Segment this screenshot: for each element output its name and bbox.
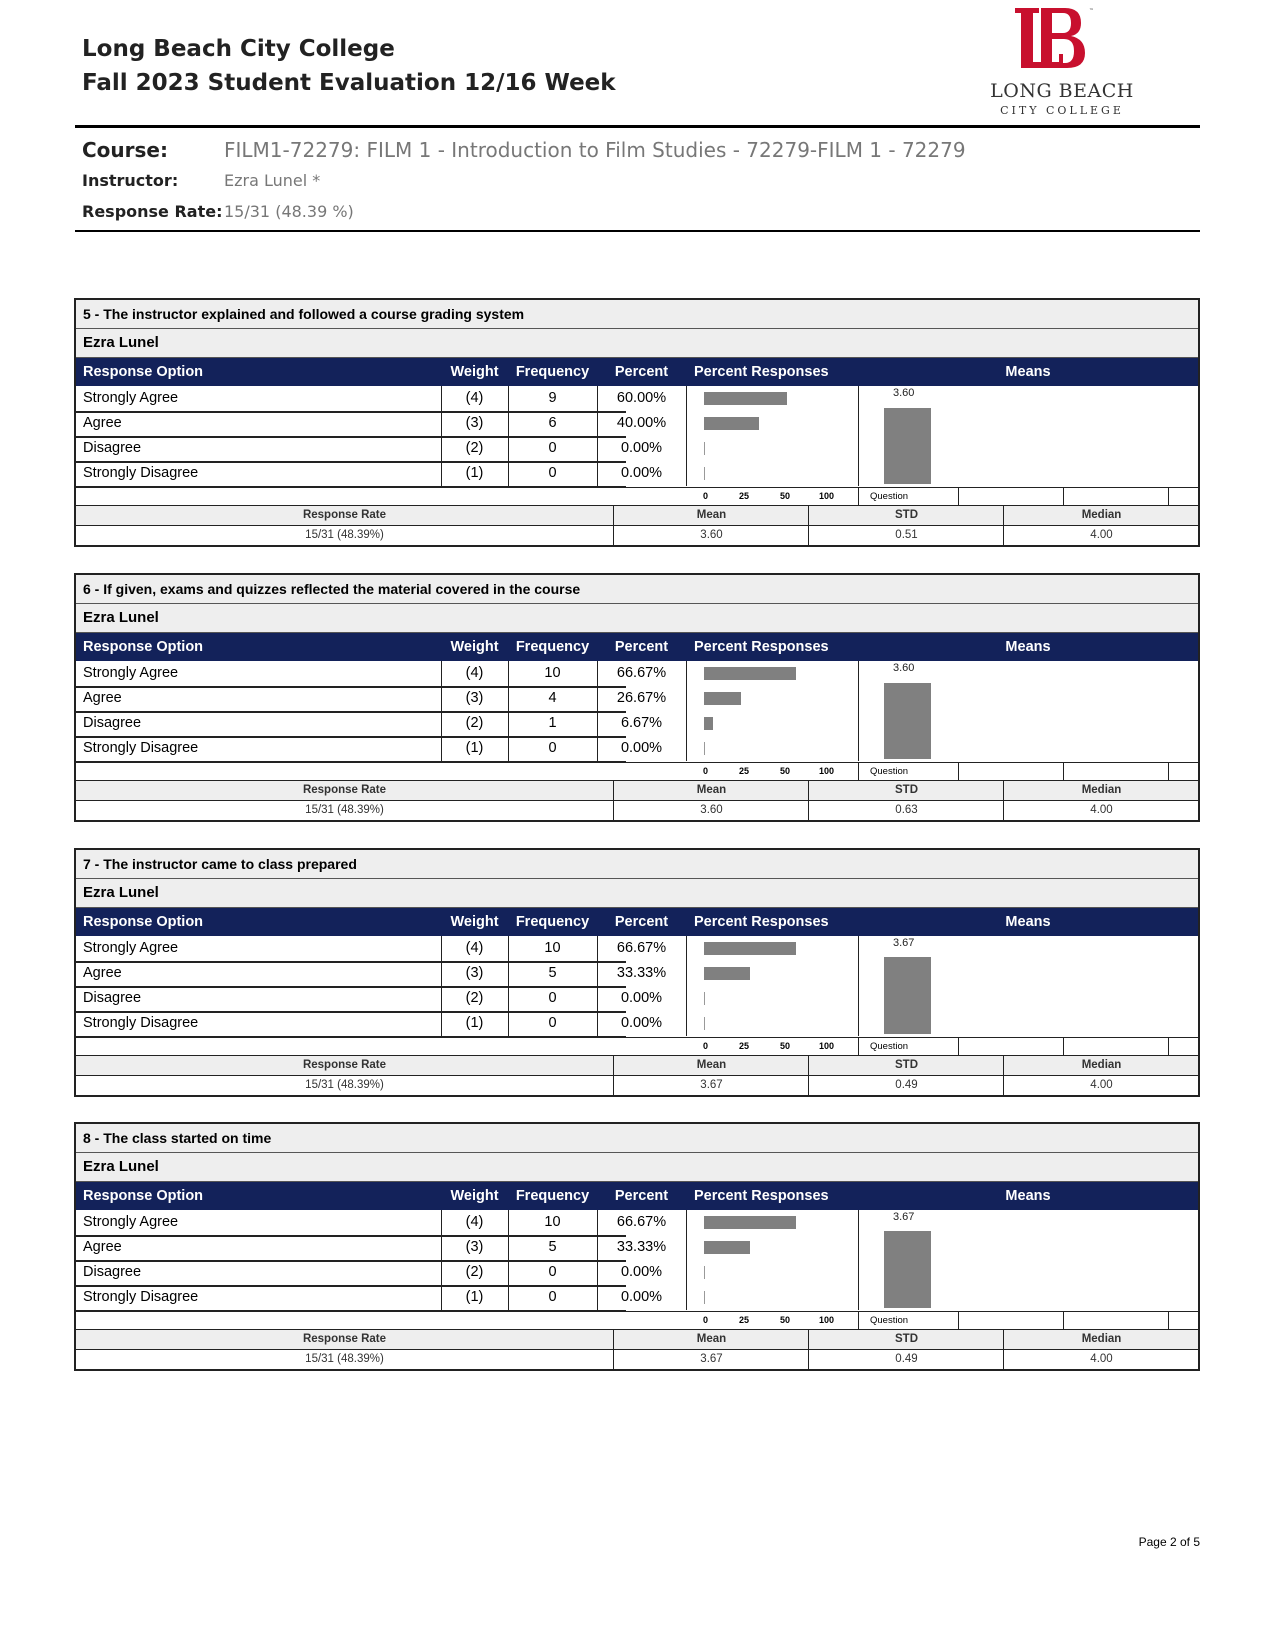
frequency-cell: 0 <box>548 1264 557 1280</box>
percent-cell: 0.00% <box>620 1264 663 1280</box>
frequency-cell: 0 <box>548 990 557 1006</box>
percent-bar <box>704 392 787 405</box>
weight-cell: (3) <box>465 690 484 706</box>
column-divider <box>1168 1312 1169 1329</box>
stat-label-mean: Mean <box>613 1056 809 1075</box>
stats-values <box>76 801 1198 820</box>
table-row <box>76 661 667 688</box>
column-divider <box>958 763 959 780</box>
stats-header <box>76 781 1198 801</box>
percent-bar <box>704 1266 705 1279</box>
stats-header <box>76 1056 1198 1076</box>
frequency-cell: 0 <box>548 1015 557 1031</box>
report-title <box>82 32 616 100</box>
weight-cell: (4) <box>465 665 484 681</box>
percent-bar <box>704 717 713 730</box>
axis-tick: 25 <box>739 766 750 776</box>
stat-label-mean: Mean <box>613 781 809 800</box>
header-response-option: Response Option <box>83 364 204 380</box>
weight-cell: (2) <box>465 440 484 456</box>
column-divider <box>858 1038 859 1055</box>
percent-bar <box>704 442 705 455</box>
table-row <box>76 461 663 488</box>
column-divider <box>1063 1312 1064 1329</box>
header-frequency: Frequency <box>515 639 590 655</box>
frequency-cell: 1 <box>548 715 557 731</box>
stat-response-rate: 15/31 (48.39%) <box>305 804 384 816</box>
question-instructor: Ezra Lunel <box>76 604 1198 633</box>
stats-header <box>76 506 1198 526</box>
weight-cell: (2) <box>465 990 484 1006</box>
weight-cell: (2) <box>465 715 484 731</box>
stat-label-response-rate: Response Rate <box>302 784 387 796</box>
weight-cell: (1) <box>465 465 484 481</box>
instructor-value: Ezra Lunel * <box>224 171 321 190</box>
percent-cell: 0.00% <box>620 740 663 756</box>
table-row <box>76 936 667 963</box>
stat-mean: 3.67 <box>613 1350 809 1369</box>
response-option: Agree <box>83 415 122 431</box>
response-option: Agree <box>83 690 122 706</box>
percent-bar <box>704 417 759 430</box>
stat-label-mean: Mean <box>613 506 809 525</box>
header-percent: Percent <box>614 1188 669 1204</box>
mean-bar-label: 3.67 <box>893 1211 915 1223</box>
weight-cell: (2) <box>465 1264 484 1280</box>
percent-bar <box>704 667 796 680</box>
stat-label-response-rate: Response Rate <box>302 1059 387 1071</box>
stat-median: 4.00 <box>1003 526 1199 545</box>
header-weight: Weight <box>450 364 499 380</box>
weight-cell: (4) <box>465 390 484 406</box>
table-row <box>76 1011 663 1038</box>
header-response-option: Response Option <box>83 639 204 655</box>
stats-values <box>76 1076 1198 1095</box>
axis-question-label: Question <box>870 491 909 502</box>
table-row <box>76 736 663 763</box>
course-label: Course: <box>82 138 168 162</box>
column-divider <box>686 936 687 1036</box>
axis-row <box>76 1311 1198 1330</box>
table-header <box>76 908 1198 936</box>
weight-cell: (1) <box>465 1289 484 1305</box>
percent-cell: 0.00% <box>620 1015 663 1031</box>
response-rate-label: Response Rate: <box>82 202 223 221</box>
percent-cell: 66.67% <box>616 665 667 681</box>
response-option: Disagree <box>83 440 142 456</box>
weight-cell: (1) <box>465 740 484 756</box>
question-block <box>74 573 1200 822</box>
axis-tick: 0 <box>703 766 709 776</box>
stat-response-rate: 15/31 (48.39%) <box>305 1079 384 1091</box>
mean-bar-label: 3.60 <box>893 387 915 399</box>
stat-label-median: Median <box>1003 1056 1199 1075</box>
question-title: 8 - The class started on time <box>76 1124 1198 1153</box>
column-divider <box>1168 763 1169 780</box>
percent-cell: 0.00% <box>620 990 663 1006</box>
logo-text-secondary: CITY COLLEGE <box>1000 104 1124 117</box>
table-row <box>76 986 663 1013</box>
stat-label-std: STD <box>808 506 1004 525</box>
response-rate-value: 15/31 (48.39 %) <box>224 202 354 221</box>
stat-median: 4.00 <box>1003 801 1199 820</box>
stat-label-std: STD <box>808 1330 1004 1349</box>
column-divider <box>1168 1038 1169 1055</box>
column-divider <box>958 1038 959 1055</box>
header-frequency: Frequency <box>515 914 590 930</box>
frequency-cell: 10 <box>544 940 561 956</box>
header-means: Means <box>1005 914 1051 930</box>
stat-std: 0.51 <box>808 526 1004 545</box>
weight-cell: (4) <box>465 940 484 956</box>
response-option: Disagree <box>83 715 142 731</box>
column-divider <box>858 386 859 486</box>
stat-std: 0.63 <box>808 801 1004 820</box>
response-rows <box>76 661 1198 762</box>
table-row <box>76 411 667 438</box>
header-weight: Weight <box>450 914 499 930</box>
page-number: Page 2 of 5 <box>1138 1535 1200 1549</box>
axis-question-label: Question <box>870 1315 909 1326</box>
stat-std: 0.49 <box>808 1076 1004 1095</box>
mean-bar <box>884 957 931 1034</box>
question-block <box>74 848 1200 1097</box>
response-option: Strongly Disagree <box>83 740 199 756</box>
header-percent-responses: Percent Responses <box>694 364 829 380</box>
stat-label-median: Median <box>1003 781 1199 800</box>
table-row <box>76 711 663 738</box>
column-divider <box>1063 1038 1064 1055</box>
mean-bar <box>884 408 931 484</box>
axis-tick: 25 <box>739 1315 750 1325</box>
table-row <box>76 1285 663 1312</box>
frequency-cell: 5 <box>548 965 557 981</box>
column-divider <box>686 661 687 761</box>
axis-tick: 0 <box>703 491 709 501</box>
axis-tick: 50 <box>780 491 791 501</box>
response-option: Strongly Agree <box>83 665 179 681</box>
table-row <box>76 961 667 988</box>
stat-label-median: Median <box>1003 506 1199 525</box>
column-divider <box>1063 763 1064 780</box>
header-means: Means <box>1005 1188 1051 1204</box>
table-row <box>76 686 667 713</box>
percent-bar <box>704 1241 750 1254</box>
table-row <box>76 386 667 413</box>
response-option: Strongly Disagree <box>83 1289 199 1305</box>
percent-cell: 6.67% <box>620 715 663 731</box>
header-frequency: Frequency <box>515 364 590 380</box>
question-title: 7 - The instructor came to class prepared <box>76 850 1198 879</box>
percent-cell: 33.33% <box>616 965 667 981</box>
mean-bar <box>884 683 931 759</box>
percent-bar <box>704 942 796 955</box>
response-option: Agree <box>83 965 122 981</box>
percent-bar <box>704 467 705 480</box>
column-divider <box>958 1312 959 1329</box>
header-percent-responses: Percent Responses <box>694 639 829 655</box>
table-row <box>76 436 663 463</box>
question-instructor: Ezra Lunel <box>76 1153 1198 1182</box>
response-rows <box>76 936 1198 1037</box>
question-block <box>74 298 1200 547</box>
weight-cell: (1) <box>465 1015 484 1031</box>
response-option: Strongly Agree <box>83 940 179 956</box>
stat-label-mean: Mean <box>613 1330 809 1349</box>
axis-tick: 100 <box>819 1041 835 1051</box>
percent-cell: 40.00% <box>616 415 667 431</box>
header-percent: Percent <box>614 364 669 380</box>
stat-mean: 3.60 <box>613 801 809 820</box>
column-divider <box>858 661 859 761</box>
response-option: Disagree <box>83 1264 142 1280</box>
percent-bar <box>704 1017 705 1030</box>
axis-tick: 25 <box>739 1041 750 1051</box>
mean-bar-label: 3.67 <box>893 937 915 949</box>
column-divider <box>1063 488 1064 505</box>
response-option: Strongly Disagree <box>83 1015 199 1031</box>
college-logo <box>985 2 1145 120</box>
axis-tick: 50 <box>780 766 791 776</box>
header-response-option: Response Option <box>83 1188 204 1204</box>
header-frequency: Frequency <box>515 1188 590 1204</box>
percent-bar <box>704 692 741 705</box>
table-row <box>76 1210 667 1237</box>
info-divider <box>75 230 1200 232</box>
axis-row <box>76 1037 1198 1056</box>
evaluation-title: Fall 2023 Student Evaluation 12/16 Week <box>82 70 616 96</box>
response-option: Strongly Agree <box>83 1214 179 1230</box>
column-divider <box>1168 488 1169 505</box>
frequency-cell: 0 <box>548 740 557 756</box>
column-divider <box>858 936 859 1036</box>
mean-bar-label: 3.60 <box>893 662 915 674</box>
logo-text-primary: LONG BEACH <box>990 80 1134 102</box>
column-divider <box>858 488 859 505</box>
mean-bar <box>884 1231 931 1308</box>
table-row <box>76 1260 663 1287</box>
lb-monogram-icon <box>985 2 1145 80</box>
question-instructor: Ezra Lunel <box>76 879 1198 908</box>
stats-values <box>76 526 1198 545</box>
stat-label-response-rate: Response Rate <box>302 1333 387 1345</box>
percent-cell: 66.67% <box>616 940 667 956</box>
axis-tick: 100 <box>819 766 835 776</box>
stat-label-std: STD <box>808 781 1004 800</box>
stats-values <box>76 1350 1198 1369</box>
frequency-cell: 10 <box>544 1214 561 1230</box>
column-divider <box>686 386 687 486</box>
column-divider <box>958 488 959 505</box>
frequency-cell: 4 <box>548 690 557 706</box>
question-title: 6 - If given, exams and quizzes reflected the material covered in the course <box>76 575 1198 604</box>
stats-header <box>76 1330 1198 1350</box>
table-header <box>76 633 1198 661</box>
axis-tick: 100 <box>819 491 835 501</box>
table-row <box>76 1235 667 1262</box>
weight-cell: (3) <box>465 1239 484 1255</box>
stat-response-rate: 15/31 (48.39%) <box>305 529 384 541</box>
axis-tick: 0 <box>703 1315 709 1325</box>
response-option: Agree <box>83 1239 122 1255</box>
header-means: Means <box>1005 364 1051 380</box>
axis-row <box>76 487 1198 506</box>
course-value: FILM1-72279: FILM 1 - Introduction to Film Studies - 72279-FILM 1 - 72279 <box>224 138 966 162</box>
question-instructor: Ezra Lunel <box>76 329 1198 358</box>
response-option: Disagree <box>83 990 142 1006</box>
column-divider <box>686 1210 687 1310</box>
percent-bar <box>704 992 705 1005</box>
frequency-cell: 10 <box>544 665 561 681</box>
header-percent: Percent <box>614 914 669 930</box>
frequency-cell: 6 <box>548 415 557 431</box>
response-option: Strongly Agree <box>83 390 179 406</box>
stat-std: 0.49 <box>808 1350 1004 1369</box>
header-weight: Weight <box>450 1188 499 1204</box>
response-rows <box>76 1210 1198 1311</box>
header-divider <box>75 125 1200 128</box>
percent-cell: 0.00% <box>620 1289 663 1305</box>
stat-label-median: Median <box>1003 1330 1199 1349</box>
stat-median: 4.00 <box>1003 1350 1199 1369</box>
column-divider <box>858 1312 859 1329</box>
question-block <box>74 1122 1200 1371</box>
stat-mean: 3.60 <box>613 526 809 545</box>
frequency-cell: 9 <box>548 390 557 406</box>
stat-mean: 3.67 <box>613 1076 809 1095</box>
response-rows <box>76 386 1198 487</box>
stat-label-response-rate: Response Rate <box>302 509 387 521</box>
weight-cell: (3) <box>465 965 484 981</box>
svg-text:™: ™ <box>1089 8 1094 14</box>
percent-cell: 0.00% <box>620 440 663 456</box>
axis-tick: 50 <box>780 1315 791 1325</box>
header-weight: Weight <box>450 639 499 655</box>
stat-response-rate: 15/31 (48.39%) <box>305 1353 384 1365</box>
header-percent: Percent <box>614 639 669 655</box>
stat-label-std: STD <box>808 1056 1004 1075</box>
response-option: Strongly Disagree <box>83 465 199 481</box>
question-title: 5 - The instructor explained and followed a course grading system <box>76 300 1198 329</box>
axis-question-label: Question <box>870 1041 909 1052</box>
stat-median: 4.00 <box>1003 1076 1199 1095</box>
frequency-cell: 0 <box>548 1289 557 1305</box>
percent-cell: 0.00% <box>620 465 663 481</box>
axis-tick: 50 <box>780 1041 791 1051</box>
column-divider <box>858 763 859 780</box>
frequency-cell: 0 <box>548 440 557 456</box>
axis-tick: 25 <box>739 491 750 501</box>
axis-tick: 0 <box>703 1041 709 1051</box>
percent-cell: 26.67% <box>616 690 667 706</box>
weight-cell: (4) <box>465 1214 484 1230</box>
frequency-cell: 5 <box>548 1239 557 1255</box>
percent-bar <box>704 742 705 755</box>
college-name: Long Beach City College <box>82 36 395 62</box>
axis-question-label: Question <box>870 766 909 777</box>
table-header <box>76 358 1198 386</box>
axis-tick: 100 <box>819 1315 835 1325</box>
percent-bar <box>704 1216 796 1229</box>
instructor-label: Instructor: <box>82 171 179 190</box>
percent-cell: 60.00% <box>616 390 667 406</box>
percent-cell: 33.33% <box>616 1239 667 1255</box>
header-percent-responses: Percent Responses <box>694 914 829 930</box>
frequency-cell: 0 <box>548 465 557 481</box>
weight-cell: (3) <box>465 415 484 431</box>
header-response-option: Response Option <box>83 914 204 930</box>
percent-bar <box>704 967 750 980</box>
header-percent-responses: Percent Responses <box>694 1188 829 1204</box>
table-header <box>76 1182 1198 1210</box>
column-divider <box>858 1210 859 1310</box>
percent-bar <box>704 1291 705 1304</box>
percent-cell: 66.67% <box>616 1214 667 1230</box>
header-means: Means <box>1005 639 1051 655</box>
axis-row <box>76 762 1198 781</box>
